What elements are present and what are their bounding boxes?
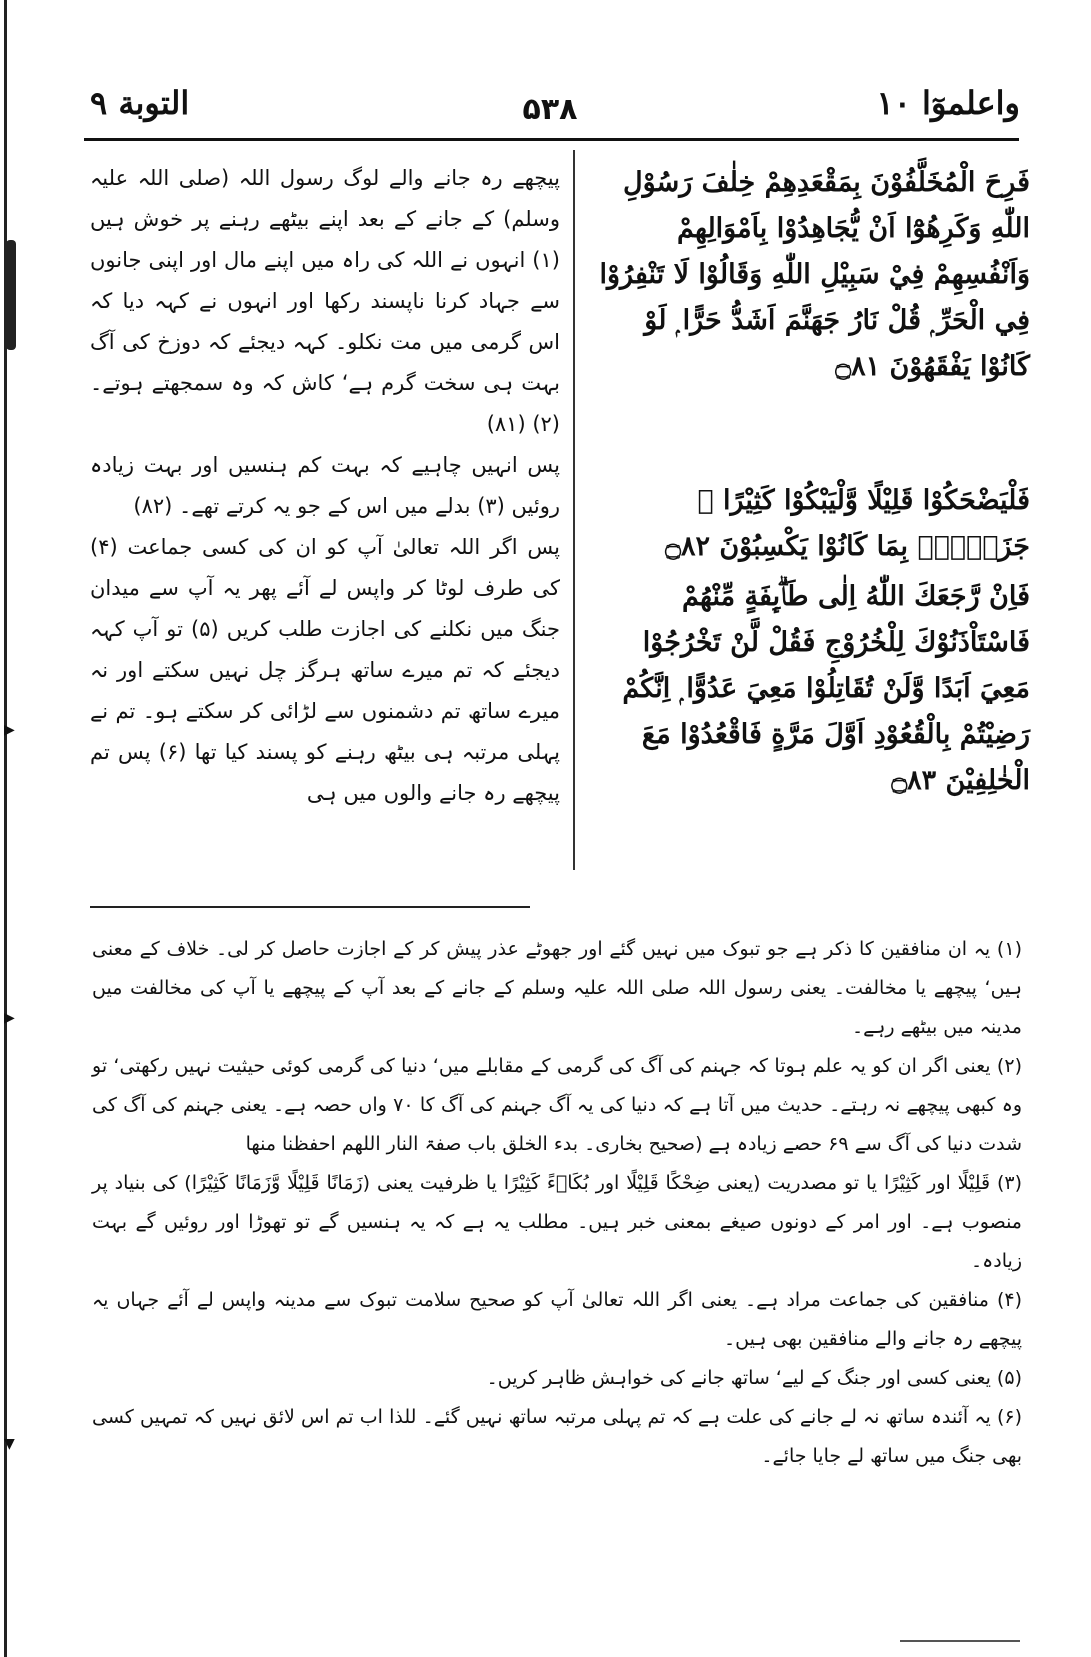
page-header: [80, 78, 1020, 138]
para-name: واعلموٓا ١٠: [876, 84, 1020, 122]
footnote-2: (۲) یعنی اگر ان کو یہ علم ہوتا کہ جہنم کی آگ کی گرمی کے مقابلے میں‘ دنیا کی گرمی کوئی حیثیت نہیں رکھتی‘ تو وہ کبھی پیچھے نہ رہتے۔ حدیث میں آتا ہے کہ دنیا کی یہ آگ جہنم کی آگ کا ۷۰ واں حصہ ہے۔ یعنی جہنم کی آگ کی شدت دنیا کی آگ سے ۶۹ حصے زیادہ ہے (صحیح بخاری۔ بدء الخلق باب صفۃ النار اللھم احفظنا منھا: [92, 1055, 1022, 1155]
bottom-rule: [900, 1640, 1020, 1642]
surah-name: التوبة ٩: [90, 84, 190, 122]
arabic-verse-81: فَرِحَ الْمُخَلَّفُوْنَ بِمَقْعَدِهِمْ خِلٰفَ رَسُوْلِ اللّٰهِ وَكَرِهُوْٓا اَنْ يُّجَاهِدُوْا بِاَمْوَالِهِمْ وَاَنْفُسِهِمْ فِيْ سَبِيْلِ اللّٰهِ وَقَالُوْا لَا تَنْفِرُوْا فِي الْحَرِّ ۭ قُلْ نَارُ جَهَنَّمَ اَشَدُّ حَرًّا ۭ لَوْ كَانُوْا يَفْقَهُوْنَ ۝٨١: [599, 167, 1030, 382]
translation-verse-82: پس انہیں چاہیے کہ بہت کم ہنسیں اور بہت زیادہ روئیں (۳) بدلے میں اس کے جو یہ کرتے تھے۔ (۸۲): [90, 453, 560, 518]
footnote-5: (۵) یعنی کسی اور جنگ کے لیے‘ ساتھ جانے کی خواہش ظاہر کریں۔: [486, 1367, 1022, 1389]
arabic-verse-82: فَلْيَضْحَكُوْا قَلِيْلًا وَّلْيَبْكُوْا كَثِيْرًا ۚ جَزَاۗءًۢ بِمَا كَانُوْا يَكْسِبُوْنَ ۝٨٢: [665, 485, 1030, 562]
translation-verse-81: پیچھے رہ جانے والے لوگ رسول اللہ (صلی اللہ علیہ وسلم) کے جانے کے بعد اپنے بیٹھے رہنے پر خوش ہیں (۱) انہوں نے اللہ کی راہ میں اپنے مال اور اپنی جانوں سے جہاد کرنا ناپسند رکھا اور انہوں نے کہہ دیا کہ اس گرمی میں مت نکلو۔ کہہ دیجئے کہ دوزخ کی آگ بہت ہی سخت گرم ہے‘ کاش کہ وہ سمجھتے ہوتے۔ (۲) (۸۱): [90, 166, 560, 436]
translation-verse-83: پس اگر اللہ تعالیٰ آپ کو ان کی کسی جماعت (۴) کی طرف لوٹا کر واپس لے آئے پھر یہ آپ سے میدان جنگ میں نکلنے کی اجازت طلب کریں (۵) تو آپ کہہ دیجئے کہ تم میرے ساتھ ہرگز چل نہیں سکتے اور نہ میرے ساتھ تم دشمنوں سے لڑائی کر سکتے ہو۔ تم نے پہلی مرتبہ ہی بیٹھ رہنے کو پسند کیا تھا (۶) پس تم پیچھے رہ جانے والوں میں ہی: [90, 535, 561, 805]
header-divider: [84, 138, 1019, 141]
margin-arrow-icon: ▶: [4, 1010, 15, 1026]
footnote-1: (۱) یہ ان منافقین کا ذکر ہے جو تبوک میں نہیں گئے اور جھوٹے عذر پیش کر کے اجازت حاصل کر لی۔ خلاف کے معنی ہیں‘ پیچھے یا مخالفت۔ یعنی رسول اللہ صلی اللہ علیہ وسلم کے جانے کے بعد آپ کے پیچھے یا آپ کی مخالفت میں مدینہ میں بیٹھے رہے۔: [92, 938, 1022, 1038]
scan-edge-mark: [6, 240, 16, 350]
footnote-4: (۴) منافقین کی جماعت مراد ہے۔ یعنی اگر اللہ تعالیٰ آپ کو صحیح سلامت تبوک سے مدینہ واپس لے آئے جہاں یہ پیچھے رہ جانے والے منافقین بھی ہیں۔: [92, 1289, 1022, 1350]
footnotes: [92, 930, 1022, 1476]
column-divider: [573, 150, 575, 870]
arabic-verse-83: فَاِنْ رَّجَعَكَ اللّٰهُ اِلٰى طَاۗىِٕفَةٍ مِّنْهُمْ فَاسْتَاْذَنُوْكَ لِلْخُرُوْجِ فَقُلْ لَّنْ تَخْرُجُوْا مَعِيَ اَبَدًا وَّلَنْ تُقَاتِلُوْا مَعِيَ عَدُوًّا ۭ اِنَّكُمْ رَضِيْتُمْ بِالْقُعُوْدِ اَوَّلَ مَرَّةٍ فَاقْعُدُوْا مَعَ الْخٰلِفِيْنَ ۝٨٣: [622, 581, 1030, 796]
margin-mark-icon: ▼: [4, 1436, 15, 1452]
footnote-3: (۳) قَلِيْلًا اور كَثِيْرًا یا تو مصدریت (یعنی ضِحْكًا قَلِيْلًا اور بُكَاۗءً كَثِيْرًا یا ظرفیت یعنی (زَمَانًا قَلِيْلًا وَّزَمَانًا كَثِيْرًا) کی بنیاد پر منصوب ہے۔ اور امر کے دونوں صیغے بمعنی خبر ہیں۔ مطلب یہ ہے کہ یہ ہنسیں گے تو تھوڑا اور روئیں گے بہت زیادہ۔: [92, 1172, 1022, 1272]
page-number: ۵۳۸: [522, 92, 578, 127]
footnote-6: (۶) یہ آئندہ ساتھ نہ لے جانے کی علت ہے کہ تم پہلی مرتبہ ساتھ نہیں گئے۔ للذا اب تم اس لائق نہیں کہ تمہیں کسی بھی جنگ میں ساتھ لے جایا جائے۔: [92, 1406, 1022, 1467]
footnote-divider: [90, 906, 530, 908]
margin-arrow-icon: ▶: [4, 722, 15, 738]
urdu-translation: [90, 158, 560, 814]
